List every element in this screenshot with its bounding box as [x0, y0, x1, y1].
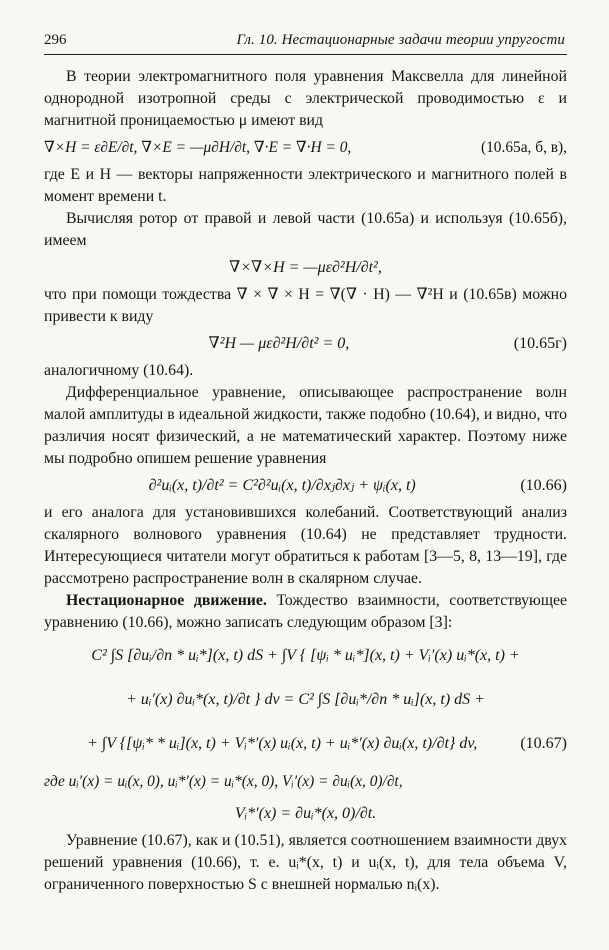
paragraph-reciprocity: Уравнение (10.67), как и (10.51), является соотношением взаимности двух решений уравнения (10.66), т. е. uᵢ*(x, t) и uᵢ(x, t), для тела объема V, ограниченного поверхностью S с внешней нормалью nᵢ(x). [44, 832, 567, 893]
running-title: Гл. 10. Нестационарные задачи теории упругости [236, 32, 565, 48]
paragraph-rotor: Вычисляя ротор от правой и левой части (10.65а) и используя (10.65б), имеем [44, 210, 567, 249]
equation-10-65abv-expr: ∇×H = ε∂E/∂t, ∇×E = —μ∂H/∂t, ∇·E = ∇·H = 0, [44, 139, 352, 156]
equation-10-66-expr: ∂²uᵢ(x, t)/∂t² = C²∂²uᵢ(x, t)/∂xⱼ∂xⱼ + ψᵢ(x, t) [148, 477, 416, 494]
definitions-line2-expr: Vᵢ*′(x) = ∂uᵢ*(x, 0)/∂t. [234, 805, 377, 822]
paragraph-steady-state: и его аналога для установившихся колебаний. Соответствующий анализ скалярного волнового уравнения (10.64) не представляет трудности. Интересующиеся читатели могут обратиться к работам [3—5, 8, 13—19], где рассмотрено распространение волн в скалярном случае. [44, 504, 567, 587]
definitions-line2 [44, 798, 567, 830]
equation-10-67-line1 [44, 634, 567, 678]
equation-10-65g-expr: ∇²H — με∂²H/∂t² = 0, [208, 335, 350, 352]
definitions-prefix: где [44, 773, 65, 790]
section-nonstationary [44, 590, 567, 634]
section-text: Тождество взаимности, соответствующее уравнению (10.66), можно записать следующим образом [3]: [44, 592, 568, 631]
equation-10-67-line3 [44, 722, 567, 766]
equation-10-67-line2 [44, 678, 567, 722]
intro-paragraph: В теории электромагнитного поля уравнения Максвелла для линейной однородной изотропной среды с электрической проводимостью ε и магнитной проницаемостью μ имеют вид [44, 68, 567, 129]
paragraph-fluid: Дифференциальное уравнение, описывающее распространение волн малой амплитуды в идеальной жидкости, также подобно (10.64), и видно, что различия носят физический, а не математический характер. Поэтому ниже мы подробно опишем решение уравнения [44, 384, 567, 467]
definitions-line1-expr [44, 771, 403, 793]
paragraph-identity: что при помощи тождества ∇ × ∇ × H = ∇(∇ · H) — ∇²H и (10.65в) можно привести к виду [44, 286, 567, 325]
section-heading: Нестационарное движение. [66, 592, 267, 609]
definitions-line1-text: uᵢ′(x) = uᵢ(x, 0), uᵢ*′(x) = uᵢ*(x, 0), Vᵢ′(x) = ∂uᵢ(x, 0)/∂t, [68, 773, 403, 790]
equation-10-66 [44, 470, 567, 502]
equation-10-67-line3-expr: + ∫V {[ψᵢ* * uᵢ](x, t) + Vᵢ*′(x) uᵢ(x, t) + uᵢ*′(x) ∂uᵢ(x, t)/∂t} dv, [87, 735, 478, 752]
paragraph-analogous: аналогичному (10.64). [44, 362, 194, 379]
equation-10-65g-tag: (10.65г) [513, 335, 567, 352]
equation-curl-curl-expr: ∇×∇×H = —με∂²H/∂t², [229, 259, 382, 276]
equation-10-67-line2-expr: + uᵢ′(x) ∂uᵢ*(x, t)/∂t } dv = C² ∫S [∂uᵢ*/∂n * uᵢ](x, t) dS + [126, 691, 485, 708]
equation-10-65g [44, 328, 567, 360]
equation-10-65abv [44, 132, 567, 164]
equation-10-67-line1-expr: C² ∫S [∂uᵢ/∂n * uᵢ*](x, t) dS + ∫V { [ψᵢ * uᵢ*](x, t) + Vᵢ′(x) uᵢ*(x, t) + [91, 647, 520, 664]
equation-10-66-tag: (10.66) [520, 477, 567, 494]
equation-10-65abv-tag: (10.65а, б, в), [480, 139, 567, 156]
paragraph-vectors: где E и H — векторы напряженности электрического и магнитного полей в момент времени t. [44, 166, 567, 205]
page-header [44, 28, 567, 55]
page-body [44, 66, 567, 896]
page-number: 296 [44, 32, 67, 48]
equation-10-67-tag: (10.67) [520, 735, 567, 752]
definitions-line1 [44, 766, 567, 798]
equation-curl-curl [44, 252, 567, 284]
